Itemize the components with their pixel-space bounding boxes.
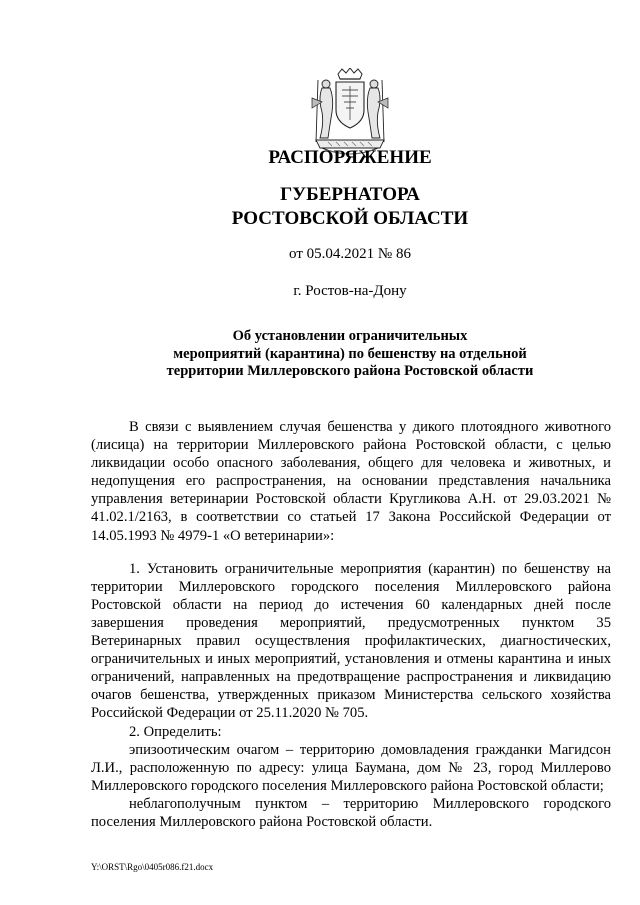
subject-line-3: территории Миллеровского района Ростовской области — [166, 363, 534, 379]
file-path-footer: Y:\ORST\Rgo\0405r086.f21.docx — [91, 862, 214, 872]
preamble-paragraph: В связи с выявлением случая бешенства у дикого плотоядного животного (лисица) на территории Миллеровского района Ростовской области, с целью ликвидации особо опасного заболевания, общего для человека и животных, и недопущения его распространения, на основании представления начальника управления ветеринарии Ростовской области Кругликова А.Н. от 29.03.2021 № 41.02.1/2163, в соответствии со статьей 17 Закона Российской Федерации от 14.05.1993 № 4979-1 «О ветеринарии»: — [91, 419, 611, 544]
item-2a-paragraph: эпизоотическим очагом – территорию домовладения гражданки Магидсон Л.И., расположенную по адресу: улица Баумана, дом № 23, город Миллерово Миллеровского городского поселения Миллеровского района Ростовской области; — [91, 741, 611, 794]
document-body — [91, 418, 611, 831]
document-date-number: от 05.04.2021 № 86 — [289, 246, 411, 262]
issuer-heading-line1: ГУБЕРНАТОРА — [280, 184, 420, 205]
issuer-heading-line2: РОСТОВСКОЙ ОБЛАСТИ — [231, 208, 469, 229]
subject-line-1: Об установлении ограничительных — [232, 328, 468, 344]
document-subject — [0, 328, 640, 381]
document-type-heading: РАСПОРЯЖЕНИЕ — [268, 147, 432, 168]
document-place: г. Ростов-на-Дону — [293, 283, 407, 299]
item-2b-paragraph: неблагополучным пунктом – территорию Миллеровского городского поселения Миллеровского района Ростовской области. — [91, 795, 611, 830]
subject-line-2: мероприятий (карантина) по бешенству на отдельной — [173, 345, 527, 362]
item-2-paragraph: 2. Определить: — [129, 723, 222, 740]
item-1-paragraph: 1. Установить ограничительные мероприятия (карантин) по бешенству на территории Миллеровского городского поселения Миллеровского района Ростовской области на период до истечения 60 календарных дней после завершения проведения мероприятий, предусмотренных пунктом 35 Ветеринарных правил осуществления профилактических, диагностических, ограничительных и иных мероприятий, установления и отмены карантина и иных ограничений, направленных на предотвращение распространения и ликвидацию очагов бешенства, утвержденных приказом Министерства сельского хозяйства Российской Федерации от 25.11.2020 № 705. — [91, 560, 611, 722]
